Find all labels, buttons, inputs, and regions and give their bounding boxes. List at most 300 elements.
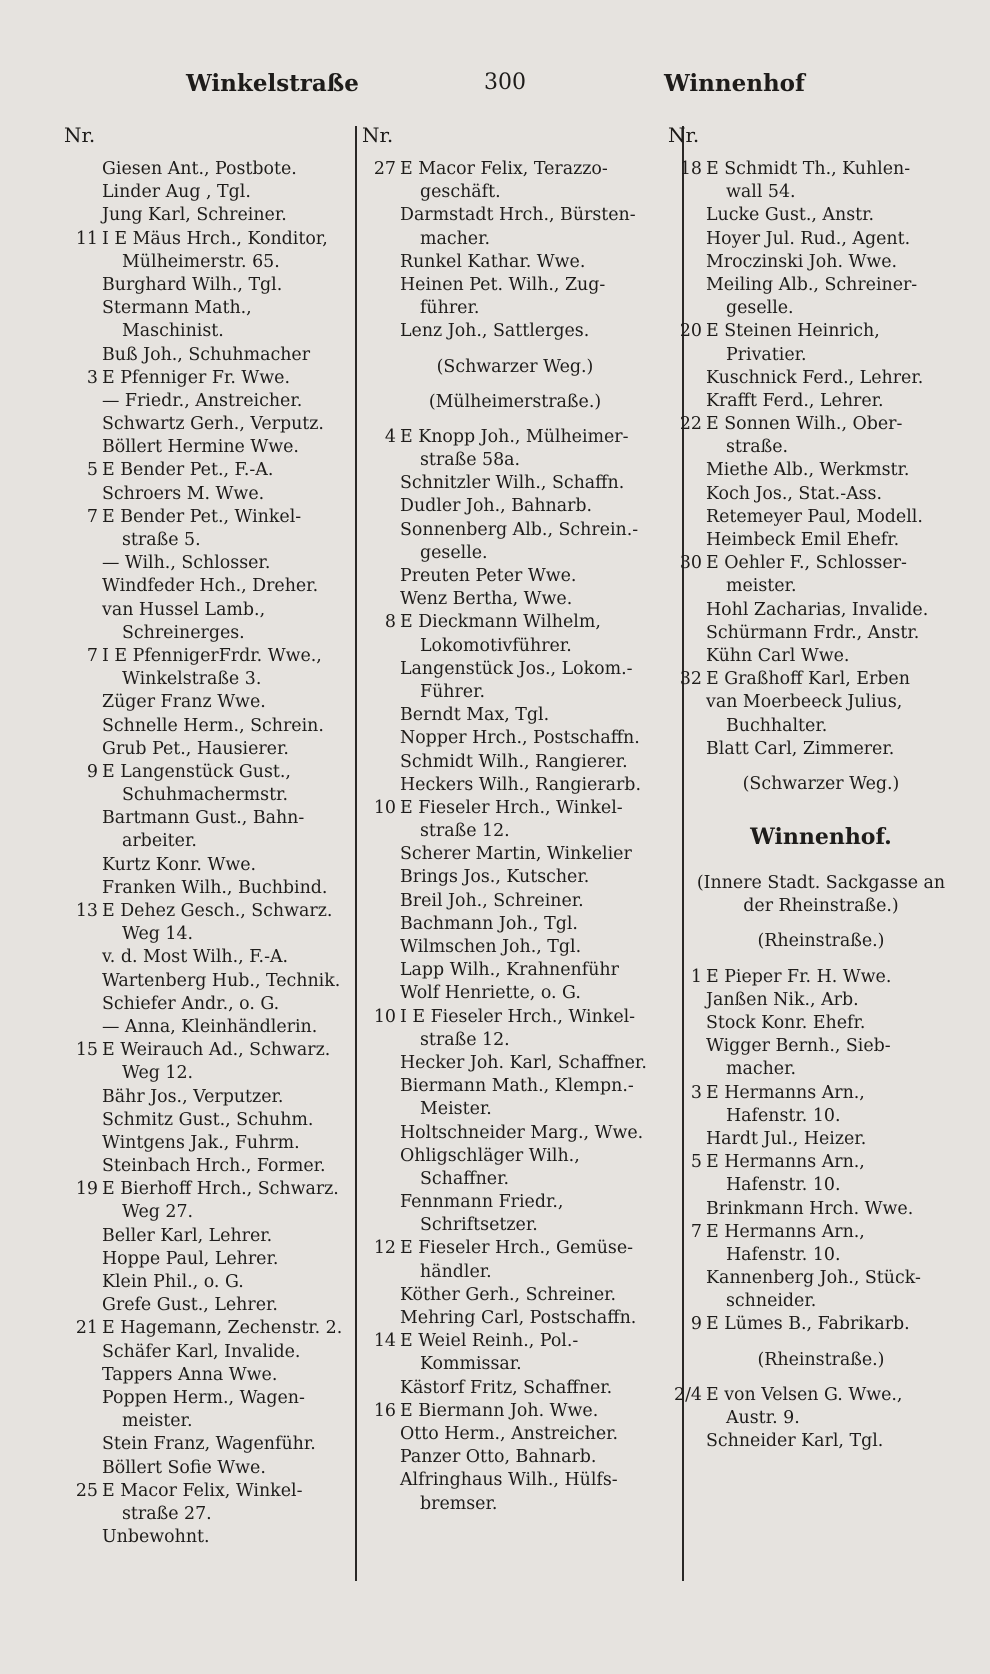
entry-text: macher. xyxy=(726,1059,797,1080)
entry-text: Schriftsetzer. xyxy=(420,1215,538,1236)
directory-entry xyxy=(668,645,974,668)
directory-entry xyxy=(668,320,974,343)
entry-text: bremser. xyxy=(420,1493,498,1514)
entry-continuation xyxy=(668,1290,974,1313)
spacer xyxy=(668,1337,974,1349)
page-number: 300 xyxy=(484,70,526,95)
entry-text: E Dehez Gesch., Schwarz. xyxy=(102,901,333,921)
house-number: 11 xyxy=(75,228,98,249)
entry-continuation xyxy=(668,1105,974,1128)
entry-text: Runkel Kathar. Wwe. xyxy=(400,251,586,272)
entry-text: Mroczinski Joh. Wwe. xyxy=(706,251,898,272)
directory-entry xyxy=(362,959,668,982)
entry-text: E Macor Felix, Winkel- xyxy=(102,1480,303,1501)
directory-entry xyxy=(362,158,668,181)
entry-text: I E Mäus Hrch., Konditor, xyxy=(102,228,328,249)
entry-text: Kühn Carl Wwe. xyxy=(706,645,850,666)
house-number: 30 xyxy=(679,553,702,574)
directory-entry xyxy=(64,1248,366,1271)
entry-continuation xyxy=(64,622,366,645)
entry-continuation xyxy=(64,784,366,807)
entry-text: Jung Karl, Schreiner. xyxy=(102,205,287,226)
entry-text: E von Velsen G. Wwe., xyxy=(706,1384,903,1405)
entry-text: Schneider Karl, Tgl. xyxy=(706,1431,884,1452)
house-number: 20 xyxy=(679,321,702,342)
house-number: 2/4 xyxy=(674,1384,702,1405)
entry-continuation xyxy=(362,542,668,565)
house-number: 3 xyxy=(690,1082,702,1103)
directory-entry xyxy=(64,390,366,413)
entry-text: Beller Karl, Lehrer. xyxy=(102,1225,273,1246)
entry-text: v. d. Most Wilh., F.-A. xyxy=(102,947,289,968)
entry-text: Giesen Ant., Postbote. xyxy=(102,159,297,179)
directory-entry xyxy=(668,1221,974,1244)
directory-entry xyxy=(64,1457,366,1480)
entry-text: geselle. xyxy=(726,298,794,319)
entry-continuation xyxy=(362,1493,668,1516)
house-number: 22 xyxy=(679,414,702,435)
entry-text: Tappers Anna Wwe. xyxy=(102,1364,278,1385)
house-number: 14 xyxy=(373,1331,396,1352)
entry-text: schneider. xyxy=(726,1291,817,1312)
house-number: 7 xyxy=(86,645,98,666)
directory-column-2 xyxy=(362,122,668,1516)
entry-text: Unbewohnt. xyxy=(102,1527,210,1548)
entry-text: Austr. 9. xyxy=(726,1408,800,1428)
spacer xyxy=(668,796,974,808)
directory-entry xyxy=(668,204,974,227)
entry-continuation xyxy=(64,923,366,946)
entry-continuation xyxy=(362,681,668,704)
entry-text: Darmstadt Hrch., Bürsten- xyxy=(400,205,636,226)
directory-entry xyxy=(64,761,366,784)
entry-text: Linder Aug , Tgl. xyxy=(102,182,251,203)
entry-continuation xyxy=(362,1098,668,1121)
entry-text: E Macor Felix, Terazzo- xyxy=(400,159,608,179)
entry-text: Hafenstr. 10. xyxy=(726,1244,841,1265)
entry-text: Köther Gerh., Schreiner. xyxy=(400,1284,617,1305)
entry-text: Stermann Math., xyxy=(102,298,252,319)
entry-text: Lokomotivführer. xyxy=(420,635,572,656)
entry-text: Hafenstr. 10. xyxy=(726,1105,841,1126)
directory-entry xyxy=(668,552,974,575)
entry-continuation xyxy=(64,830,366,853)
directory-entry xyxy=(668,367,974,390)
entry-text: E Steinen Heinrich, xyxy=(706,321,880,342)
entry-text: Hecker Joh. Karl, Schaffner. xyxy=(400,1052,647,1073)
entry-continuation xyxy=(362,181,668,204)
entry-continuation xyxy=(668,436,974,459)
entry-continuation xyxy=(64,668,366,691)
directory-entry xyxy=(668,1313,974,1336)
entry-text: E Hagemann, Zechenstr. 2. xyxy=(102,1318,343,1339)
directory-entry xyxy=(362,1052,668,1075)
entry-continuation xyxy=(362,1214,668,1237)
entry-text: Stock Konr. Ehefr. xyxy=(706,1013,866,1033)
directory-entry xyxy=(362,704,668,727)
directory-entry xyxy=(64,297,366,320)
directory-entry xyxy=(64,158,366,181)
directory-entry xyxy=(362,1400,668,1423)
entry-continuation xyxy=(362,1353,668,1376)
directory-entry xyxy=(362,565,668,588)
entry-continuation xyxy=(668,1407,974,1430)
entry-continuation xyxy=(362,1029,668,1052)
directory-entry xyxy=(668,251,974,274)
entry-text: Krafft Ferd., Lehrer. xyxy=(706,390,884,411)
entry-text: — Anna, Kleinhändlerin. xyxy=(102,1016,318,1037)
directory-entry xyxy=(362,1307,668,1330)
entry-text: Nopper Hrch., Postschaffn. xyxy=(400,728,640,749)
entry-text: Brinkmann Hrch. Wwe. xyxy=(706,1198,914,1219)
entry-continuation xyxy=(668,1058,974,1081)
directory-entry xyxy=(668,483,974,506)
entry-text: Schroers M. Wwe. xyxy=(102,483,265,504)
directory-entry xyxy=(64,436,366,459)
directory-entry xyxy=(362,890,668,913)
directory-entry xyxy=(64,552,366,575)
directory-entry xyxy=(362,1145,668,1168)
entry-text: (Schwarzer Weg.) xyxy=(742,773,900,794)
entry-text: Berndt Max, Tgl. xyxy=(400,705,550,726)
entry-text: Wenz Bertha, Wwe. xyxy=(400,589,573,610)
entry-text: Buchhalter. xyxy=(726,715,828,736)
house-number: 16 xyxy=(373,1400,396,1421)
entry-text: Fennmann Friedr., xyxy=(400,1192,564,1213)
entry-text: Biermann Math., Klempn.- xyxy=(400,1076,634,1097)
entry-text: (Rheinstraße.) xyxy=(757,1349,885,1370)
directory-entry xyxy=(64,1294,366,1317)
entry-text: E Weiel Reinh., Pol.- xyxy=(400,1331,579,1352)
directory-entry xyxy=(668,668,974,691)
entry-text: — Friedr., Anstreicher. xyxy=(102,390,303,411)
directory-entry xyxy=(668,1012,974,1035)
directory-entry xyxy=(64,738,366,761)
house-number: 3 xyxy=(86,367,98,388)
entry-text: E Schmidt Th., Kuhlen- xyxy=(706,159,911,179)
entry-text: E Pfenniger Fr. Wwe. xyxy=(102,367,290,388)
directory-entry xyxy=(668,390,974,413)
entry-text: Schmidt Wilh., Rangierer. xyxy=(400,751,628,772)
directory-entry xyxy=(362,1423,668,1446)
house-number: 9 xyxy=(690,1314,702,1335)
directory-entry xyxy=(362,320,668,343)
entry-text: wall 54. xyxy=(726,182,796,203)
directory-entry xyxy=(64,1155,366,1178)
directory-entry xyxy=(64,575,366,598)
entry-text: Mülheimerstr. 65. xyxy=(122,251,280,272)
directory-entry xyxy=(362,274,668,297)
entry-text: E Knopp Joh., Mülheimer- xyxy=(400,426,629,447)
entry-text: van Hussel Lamb., xyxy=(102,599,266,620)
entry-continuation xyxy=(668,181,974,204)
directory-entry xyxy=(64,1271,366,1294)
entry-text: arbeiter. xyxy=(122,831,197,852)
directory-entry xyxy=(362,611,668,634)
entry-text: Hardt Jul., Heizer. xyxy=(706,1128,867,1149)
entry-text: Dudler Joh., Bahnarb. xyxy=(400,496,593,517)
entry-continuation xyxy=(362,1168,668,1191)
entry-text: E Lümes B., Fabrikarb. xyxy=(706,1314,910,1335)
directory-entry xyxy=(362,204,668,227)
entry-text: Schwartz Gerh., Verputz. xyxy=(102,414,324,435)
entry-text: Züger Franz Wwe. xyxy=(102,692,266,713)
house-number: 10 xyxy=(373,1006,396,1027)
entry-text: Maschinist. xyxy=(122,321,224,342)
entry-text: Langenstück Jos., Lokom.- xyxy=(400,658,633,679)
directory-entry xyxy=(64,946,366,969)
entry-text: Retemeyer Paul, Modell. xyxy=(706,506,923,527)
directory-entry xyxy=(668,274,974,297)
entry-text: geschäft. xyxy=(420,182,501,203)
entry-continuation xyxy=(64,1062,366,1085)
entry-text: Führer. xyxy=(420,681,486,702)
spacer xyxy=(668,860,974,872)
entry-text: E Graßhoff Karl, Erben xyxy=(706,669,910,690)
entry-text: Alfringhaus Wilh., Hülfs- xyxy=(400,1470,618,1491)
entry-text: Böllert Sofie Wwe. xyxy=(102,1457,266,1478)
directory-entry xyxy=(64,1387,366,1410)
entry-text: straße 5. xyxy=(122,530,201,550)
entry-continuation xyxy=(64,529,366,552)
entry-continuation xyxy=(362,449,668,472)
house-number: 27 xyxy=(373,159,396,179)
directory-entry xyxy=(64,344,366,367)
entry-text: Wigger Bernh., Sieb- xyxy=(706,1036,891,1057)
entry-text: Hafenstr. 10. xyxy=(726,1175,841,1196)
directory-entry xyxy=(362,982,668,1005)
entry-text: Heckers Wilh., Rangierarb. xyxy=(400,774,641,795)
directory-entry xyxy=(64,1086,366,1109)
directory-entry xyxy=(64,1178,366,1201)
directory-entry xyxy=(64,413,366,436)
entry-text: E Hermanns Arn., xyxy=(706,1221,865,1242)
entry-text: Meiling Alb., Schreiner- xyxy=(706,274,918,295)
directory-entry xyxy=(64,483,366,506)
entry-text: Grub Pet., Hausierer. xyxy=(102,738,289,759)
entry-text: Grefe Gust., Lehrer. xyxy=(102,1295,278,1316)
entry-text: I E Fieseler Hrch., Winkel- xyxy=(400,1006,636,1027)
house-number: 10 xyxy=(373,797,396,818)
entry-text: Winnenhof. xyxy=(750,824,892,851)
directory-entry xyxy=(64,1016,366,1039)
house-number: 7 xyxy=(86,506,98,527)
directory-entry xyxy=(668,1198,974,1221)
directory-entry xyxy=(64,645,366,668)
directory-entry xyxy=(64,807,366,830)
entry-text: Panzer Otto, Bahnarb. xyxy=(400,1447,597,1468)
entry-continuation xyxy=(362,635,668,658)
directory-entry xyxy=(362,1469,668,1492)
directory-entry xyxy=(668,989,974,1012)
section-heading xyxy=(668,930,974,953)
directory-entry xyxy=(362,1237,668,1260)
entry-text: Lenz Joh., Sattlerges. xyxy=(400,321,590,342)
section-heading xyxy=(668,872,974,895)
section-heading xyxy=(362,391,668,414)
directory-entry xyxy=(64,691,366,714)
directory-entry xyxy=(362,658,668,681)
entry-text: macher. xyxy=(420,228,491,249)
house-number: 15 xyxy=(75,1040,98,1061)
entry-text: (Schwarzer Weg.) xyxy=(436,356,594,377)
entry-text: Kannenberg Joh., Stück- xyxy=(706,1268,921,1289)
entry-text: Bachmann Joh., Tgl. xyxy=(400,913,578,934)
entry-text: straße 12. xyxy=(420,821,510,842)
directory-entry xyxy=(362,426,668,449)
running-head-left: Winkelstraße xyxy=(186,70,359,97)
entry-text: E Dieckmann Wilhelm, xyxy=(400,612,601,633)
house-number: 21 xyxy=(75,1318,98,1339)
entry-text: Wintgens Jak., Fuhrm. xyxy=(102,1132,300,1153)
directory-entry xyxy=(668,966,974,989)
entry-text: Lapp Wilh., Krahnenführ xyxy=(400,960,619,981)
entry-text: Hohl Zacharias, Invalide. xyxy=(706,599,929,620)
entry-continuation xyxy=(64,1410,366,1433)
entry-text: Schreinerges. xyxy=(122,622,245,643)
house-number: 5 xyxy=(86,460,98,481)
entry-continuation xyxy=(668,575,974,598)
house-number: 5 xyxy=(690,1152,702,1173)
directory-entry xyxy=(668,459,974,482)
entry-text: Schiefer Andr., o. G. xyxy=(102,993,280,1014)
entry-text: Lucke Gust., Anstr. xyxy=(706,205,875,226)
entry-text: Koch Jos., Stat.-Ass. xyxy=(706,483,883,504)
entry-text: Wilmschen Joh., Tgl. xyxy=(400,937,582,957)
entry-continuation xyxy=(668,297,974,320)
entry-continuation xyxy=(64,1503,366,1526)
entry-text: E Fieseler Hrch., Gemüse- xyxy=(400,1238,634,1259)
directory-entry xyxy=(362,251,668,274)
directory-entry xyxy=(668,529,974,552)
entry-text: führer. xyxy=(420,298,480,319)
entry-text: Mehring Carl, Postschaffn. xyxy=(400,1308,637,1328)
entry-text: Schnitzler Wilh., Schaffn. xyxy=(400,473,625,494)
directory-entry xyxy=(362,727,668,750)
entry-text: Blatt Carl, Zimmerer. xyxy=(706,738,895,759)
entry-text: Weg 14. xyxy=(122,924,194,945)
entry-text: Kuschnick Ferd., Lehrer. xyxy=(706,367,924,388)
directory-entry xyxy=(668,599,974,622)
entry-text: Burghard Wilh., Tgl. xyxy=(102,274,283,295)
entry-text: Sonnenberg Alb., Schrein.- xyxy=(400,519,639,540)
house-number: 9 xyxy=(86,761,98,782)
house-number: 4 xyxy=(384,426,396,447)
entry-text: Franken Wilh., Buchbind. xyxy=(102,877,328,898)
house-number: 1 xyxy=(690,966,702,987)
directory-entry xyxy=(362,1284,668,1307)
directory-entry xyxy=(668,738,974,761)
spacer xyxy=(668,1372,974,1384)
entry-text: straße. xyxy=(726,437,789,458)
directory-entry xyxy=(64,181,366,204)
entry-text: E Bender Pet., Winkel- xyxy=(102,506,302,527)
directory-entry xyxy=(64,1109,366,1132)
directory-entry xyxy=(362,472,668,495)
entry-text: Schmitz Gust., Schuhm. xyxy=(102,1109,314,1130)
entry-text: der Rheinstraße.) xyxy=(743,896,899,917)
entry-text: E Sonnen Wilh., Ober- xyxy=(706,414,903,435)
directory-entry xyxy=(362,519,668,542)
entry-text: meister. xyxy=(726,576,797,597)
entry-text: — Wilh., Schlosser. xyxy=(102,553,271,574)
directory-entry xyxy=(362,774,668,797)
directory-entry xyxy=(362,1446,668,1469)
directory-entry xyxy=(64,854,366,877)
entry-text: Kurtz Konr. Wwe. xyxy=(102,854,257,875)
entry-text: Schäfer Karl, Invalide. xyxy=(102,1341,301,1362)
directory-entry xyxy=(64,1433,366,1456)
entry-text: Otto Herm., Anstreicher. xyxy=(400,1423,619,1444)
entry-text: (Innere Stadt. Sackgasse an xyxy=(696,873,946,894)
entry-text: Heinen Pet. Wilh., Zug- xyxy=(400,274,606,295)
directory-column-1 xyxy=(64,122,366,1549)
entry-continuation xyxy=(64,251,366,274)
directory-entry xyxy=(64,1526,366,1549)
spacer xyxy=(668,761,974,773)
entry-text: Buß Joh., Schuhmacher xyxy=(102,344,311,365)
entry-continuation xyxy=(362,228,668,251)
directory-entry xyxy=(64,367,366,390)
entry-text: händler. xyxy=(420,1261,492,1282)
directory-entry xyxy=(64,1480,366,1503)
directory-entry xyxy=(64,970,366,993)
entry-text: Heimbeck Emil Ehefr. xyxy=(706,530,900,550)
directory-entry xyxy=(362,1330,668,1353)
entry-text: E Biermann Joh. Wwe. xyxy=(400,1400,599,1421)
house-number: 18 xyxy=(679,159,702,179)
entry-text: Böllert Hermine Wwe. xyxy=(102,437,299,458)
entry-text: meister. xyxy=(122,1411,193,1432)
entry-text: Bartmann Gust., Bahn- xyxy=(102,808,305,829)
entry-text: E Weirauch Ad., Schwarz. xyxy=(102,1040,331,1061)
entry-text: geselle. xyxy=(420,542,488,563)
directory-entry xyxy=(362,751,668,774)
entry-text: Kommissar. xyxy=(420,1354,522,1375)
directory-entry xyxy=(362,1377,668,1400)
directory-entry xyxy=(668,228,974,251)
entry-text: Windfeder Hch., Dreher. xyxy=(102,576,319,597)
directory-entry xyxy=(64,274,366,297)
directory-entry xyxy=(64,715,366,738)
entry-text: Schürmann Frdr., Anstr. xyxy=(706,622,920,643)
directory-entry xyxy=(668,691,974,714)
entry-text: Brings Jos., Kutscher. xyxy=(400,867,590,888)
entry-text: (Rheinstraße.) xyxy=(757,931,885,952)
entry-text: Preuten Peter Wwe. xyxy=(400,566,577,586)
section-heading xyxy=(668,773,974,796)
house-number: 12 xyxy=(373,1238,396,1259)
directory-entry xyxy=(64,993,366,1016)
directory-entry xyxy=(668,1082,974,1105)
spacer xyxy=(362,414,668,426)
directory-entry xyxy=(64,204,366,227)
directory-entry xyxy=(64,1364,366,1387)
directory-entry xyxy=(668,622,974,645)
directory-entry xyxy=(64,877,366,900)
entry-text: Weg 27. xyxy=(122,1202,194,1223)
entry-continuation xyxy=(668,1244,974,1267)
entry-text: Hoyer Jul. Rud., Agent. xyxy=(706,228,911,249)
entry-text: E Hermanns Arn., xyxy=(706,1082,865,1103)
directory-entry xyxy=(64,1317,366,1340)
directory-entry xyxy=(362,588,668,611)
house-number: 32 xyxy=(679,669,702,690)
entry-text: I E PfennigerFrdr. Wwe., xyxy=(102,645,322,666)
entry-text: E Oehler F., Schlosser- xyxy=(706,553,907,574)
entry-continuation xyxy=(668,1174,974,1197)
house-number: 19 xyxy=(75,1179,98,1200)
